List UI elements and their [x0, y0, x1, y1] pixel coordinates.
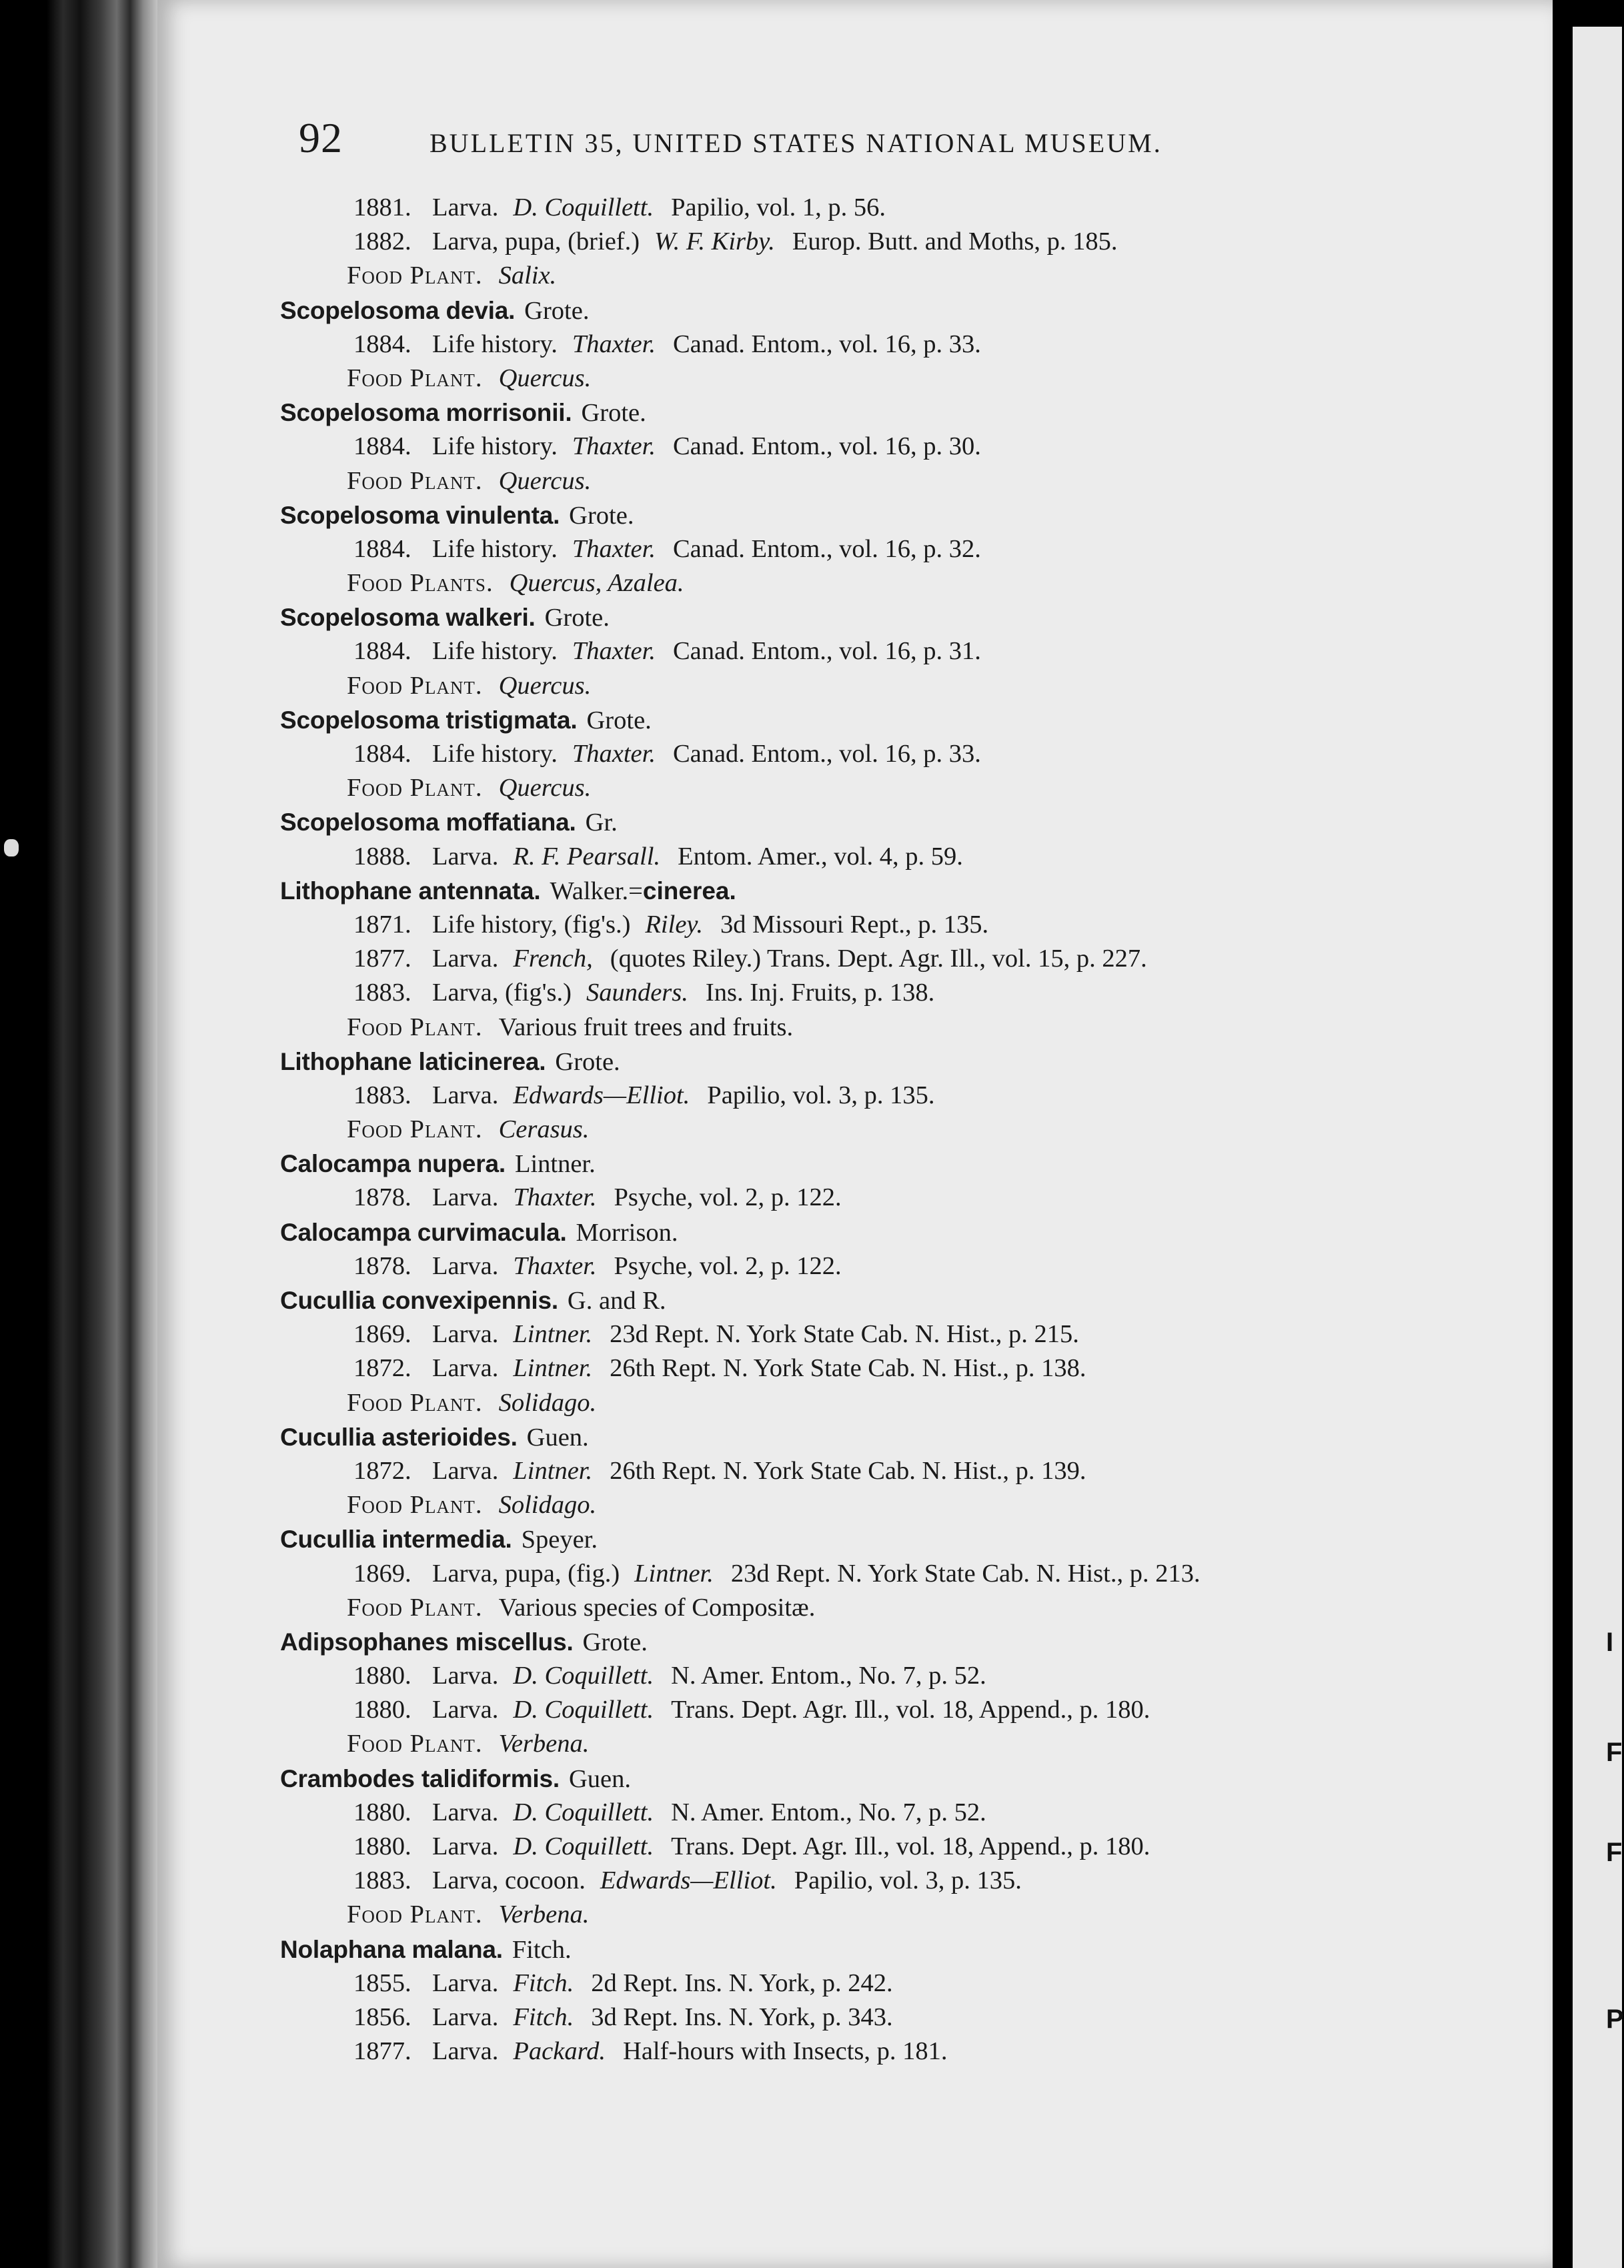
food-plant-value: Cerasus.	[498, 1115, 590, 1144]
adjacent-page-letter: F	[1606, 1738, 1623, 1767]
species-heading	[280, 1932, 1481, 1966]
species-name: Scopelosoma devia.	[280, 296, 516, 324]
species-name: Scopelosoma vinulenta.	[280, 501, 560, 529]
reference-entry	[280, 1796, 1481, 1830]
food-plant-entry	[280, 566, 1481, 600]
reference-entry	[280, 1830, 1481, 1864]
reference-entry	[280, 976, 1481, 1010]
reference-entry	[280, 430, 1481, 464]
food-plant-entry	[280, 1727, 1481, 1761]
food-plant-entry	[280, 1011, 1481, 1045]
reference-source: Entom. Amer., vol. 4, p. 59.	[678, 842, 963, 871]
species-heading	[280, 1147, 1481, 1181]
species-author: Speyer.	[521, 1526, 598, 1554]
reference-author: Lintner.	[634, 1559, 714, 1588]
species-author: Guen.	[568, 1764, 631, 1793]
reference-entry	[280, 1249, 1481, 1283]
reference-year: 1884.	[353, 330, 412, 358]
species-author: Grote.	[581, 399, 646, 428]
reference-source: Half-hours with Insects, p. 181.	[623, 2037, 948, 2066]
reference-year: 1880.	[353, 1832, 412, 1860]
reference-source: Europ. Butt. and Moths, p. 185.	[792, 227, 1118, 256]
food-plant-label: Food Plants.	[347, 569, 494, 598]
food-plant-value: Solidago.	[498, 1491, 597, 1520]
reference-description: Life history.	[432, 330, 558, 358]
reference-description: Larva, pupa, (fig.)	[432, 1559, 620, 1588]
food-plant-value: Quercus.	[498, 466, 592, 495]
species-heading	[280, 703, 1481, 737]
reference-source: (quotes Riley.) Trans. Dept. Agr. Ill., vol. 15, p. 227.	[610, 945, 1147, 973]
reference-entry	[280, 908, 1481, 942]
species-name: Scopelosoma morrisonii.	[280, 399, 572, 427]
species-name: Adipsophanes miscellus.	[280, 1628, 574, 1656]
species-name: Crambodes talidiformis.	[280, 1764, 560, 1792]
food-plant-entry	[280, 259, 1481, 293]
food-plant-label: Food Plant.	[347, 1730, 483, 1758]
reference-source: 3d Rept. Ins. N. York, p. 343.	[591, 2003, 893, 2031]
reference-entry	[280, 942, 1481, 976]
reference-year: 1872.	[353, 1354, 412, 1383]
species-author: Grote.	[524, 296, 590, 325]
species-heading	[280, 805, 1481, 839]
reference-year: 1884.	[353, 740, 412, 768]
species-name: Calocampa curvimacula.	[280, 1218, 567, 1246]
food-plant-entry	[280, 1591, 1481, 1625]
reference-source: Trans. Dept. Agr. Ill., vol. 18, Append., p. 180.	[671, 1696, 1150, 1724]
reference-entry	[280, 1966, 1481, 2001]
reference-year: 1882.	[353, 227, 412, 256]
reference-description: Larva.	[432, 945, 499, 973]
reference-author: D. Coquillett.	[513, 193, 654, 221]
reference-entry	[280, 1557, 1481, 1591]
food-plant-label: Food Plant.	[347, 466, 483, 495]
species-heading	[280, 874, 1481, 908]
species-heading	[280, 498, 1481, 532]
reference-source: Canad. Entom., vol. 16, p. 33.	[672, 330, 981, 358]
reference-description: Life history.	[432, 740, 558, 768]
species-name: Cucullia asterioides.	[280, 1423, 518, 1451]
reference-entry	[280, 191, 1481, 225]
reference-source: Papilio, vol. 3, p. 135.	[707, 1081, 935, 1109]
reference-year: 1869.	[353, 1559, 412, 1588]
species-author: G. and R.	[567, 1287, 666, 1315]
species-author: Grote.	[555, 1047, 620, 1076]
page-number: 92	[299, 114, 343, 161]
adjacent-page-edge	[1573, 27, 1622, 2268]
species-heading	[280, 1420, 1481, 1454]
reference-description: Larva.	[432, 1183, 499, 1212]
running-head	[299, 113, 1313, 160]
food-plant-value: Quercus, Azalea.	[509, 569, 684, 598]
reference-year: 1880.	[353, 1696, 412, 1724]
reference-year: 1884.	[353, 637, 412, 666]
food-plant-entry	[280, 1113, 1481, 1147]
species-name: Scopelosoma walkeri.	[280, 604, 536, 632]
species-heading	[280, 1283, 1481, 1317]
reference-author: Thaxter.	[572, 432, 656, 461]
reference-entry	[280, 2035, 1481, 2069]
reference-entry	[280, 328, 1481, 362]
species-name: Cucullia intermedia.	[280, 1526, 512, 1554]
reference-author: Thaxter.	[572, 330, 656, 358]
reference-author: Lintner.	[513, 1354, 593, 1383]
book-spine-edge	[0, 0, 167, 2268]
reference-description: Larva.	[432, 1456, 499, 1485]
reference-description: Larva.	[432, 1354, 499, 1383]
reference-source: Canad. Entom., vol. 16, p. 31.	[672, 637, 981, 666]
adjacent-page-letter: P	[1606, 2005, 1624, 2034]
reference-description: Larva.	[432, 1320, 499, 1349]
reference-year: 1856.	[353, 2003, 412, 2031]
food-plant-entry	[280, 669, 1481, 703]
reference-year: 1884.	[353, 534, 412, 563]
reference-description: Larva.	[432, 1832, 499, 1860]
food-plant-value: Verbena.	[498, 1900, 590, 1929]
reference-year: 1881.	[353, 193, 412, 221]
reference-source: Papilio, vol. 1, p. 56.	[671, 193, 886, 221]
reference-description: Larva, pupa, (brief.)	[432, 227, 640, 256]
food-plant-label: Food Plant.	[347, 774, 483, 802]
reference-year: 1883.	[353, 1866, 412, 1895]
reference-source: 26th Rept. N. York State Cab. N. Hist., p. 138.	[610, 1354, 1086, 1383]
bibliography-entries	[280, 191, 1481, 2069]
species-name: Scopelosoma tristigmata.	[280, 706, 578, 734]
reference-source: Canad. Entom., vol. 16, p. 30.	[672, 432, 981, 461]
species-heading	[280, 1762, 1481, 1796]
reference-year: 1869.	[353, 1320, 412, 1349]
reference-author: Thaxter.	[572, 637, 656, 666]
species-name: Cucullia convexipennis.	[280, 1287, 558, 1314]
reference-entry	[280, 840, 1481, 874]
species-name: Scopelosoma moffatiana.	[280, 808, 576, 836]
reference-author: Lintner.	[513, 1456, 593, 1485]
reference-year: 1878.	[353, 1251, 412, 1280]
reference-description: Larva, cocoon.	[432, 1866, 586, 1895]
reference-author: Packard.	[513, 2037, 606, 2066]
scan-artifact	[4, 839, 19, 857]
food-plant-value: Quercus.	[498, 364, 592, 392]
reference-source: 3d Missouri Rept., p. 135.	[720, 910, 989, 939]
reference-entry	[280, 532, 1481, 566]
reference-author: Saunders.	[586, 979, 688, 1007]
food-plant-entry	[280, 1488, 1481, 1522]
species-heading	[280, 600, 1481, 634]
species-name: Nolaphana malana.	[280, 1935, 503, 1963]
reference-year: 1880.	[353, 1662, 412, 1690]
species-heading	[280, 1215, 1481, 1249]
page-gap	[1553, 27, 1573, 2268]
reference-description: Larva.	[432, 1081, 499, 1109]
reference-author: D. Coquillett.	[513, 1798, 654, 1826]
reference-author: Thaxter.	[513, 1251, 597, 1280]
reference-description: Larva.	[432, 1798, 499, 1826]
reference-author: D. Coquillett.	[513, 1696, 654, 1724]
reference-source: 2d Rept. Ins. N. York, p. 242.	[591, 1968, 893, 1997]
reference-description: Larva.	[432, 1968, 499, 1997]
reference-description: Larva.	[432, 2037, 499, 2066]
reference-author: French,	[513, 945, 593, 973]
reference-description: Larva.	[432, 1662, 499, 1690]
reference-author: Fitch.	[513, 2003, 574, 2031]
reference-year: 1884.	[353, 432, 412, 461]
reference-year: 1855.	[353, 1968, 412, 1997]
reference-entry	[280, 2001, 1481, 2035]
food-plant-label: Food Plant.	[347, 1388, 483, 1417]
species-heading	[280, 1045, 1481, 1079]
reference-entry	[280, 1864, 1481, 1898]
species-author: Grote.	[582, 1628, 648, 1656]
reference-description: Life history.	[432, 534, 558, 563]
food-plant-label: Food Plant.	[347, 261, 483, 290]
reference-description: Larva.	[432, 1251, 499, 1280]
species-heading	[280, 396, 1481, 430]
reference-author: Thaxter.	[572, 740, 656, 768]
reference-author: D. Coquillett.	[513, 1832, 654, 1860]
reference-author: Thaxter.	[513, 1183, 597, 1212]
food-plant-entry	[280, 464, 1481, 498]
reference-description: Larva.	[432, 1696, 499, 1724]
reference-entry	[280, 634, 1481, 668]
species-author: Walker.=	[550, 877, 643, 905]
reference-year: 1883.	[353, 979, 412, 1007]
reference-entry	[280, 1079, 1481, 1113]
reference-source: 23d Rept. N. York State Cab. N. Hist., p. 215.	[610, 1320, 1079, 1349]
reference-source: Trans. Dept. Agr. Ill., vol. 18, Append., p. 180.	[671, 1832, 1150, 1860]
food-plant-value: Quercus.	[498, 671, 592, 700]
reference-entry	[280, 1454, 1481, 1488]
food-plant-label: Food Plant.	[347, 1593, 483, 1622]
reference-source: Psyche, vol. 2, p. 122.	[614, 1183, 842, 1212]
reference-entry	[280, 225, 1481, 259]
species-heading	[280, 1625, 1481, 1659]
adjacent-page-letter: F	[1606, 1838, 1623, 1867]
food-plant-entry	[280, 1898, 1481, 1932]
reference-source: Psyche, vol. 2, p. 122.	[614, 1251, 842, 1280]
species-author: Grote.	[569, 501, 634, 530]
food-plant-value: Solidago.	[498, 1388, 597, 1417]
reference-year: 1877.	[353, 945, 412, 973]
reference-year: 1877.	[353, 2037, 412, 2066]
reference-entry	[280, 1317, 1481, 1351]
food-plant-entry	[280, 771, 1481, 805]
reference-entry	[280, 1181, 1481, 1215]
food-plant-label: Food Plant.	[347, 1115, 483, 1144]
species-author: Gr.	[585, 808, 618, 837]
food-plant-value: Various fruit trees and fruits.	[498, 1013, 794, 1041]
reference-description: Larva.	[432, 842, 499, 871]
running-title: BULLETIN 35, UNITED STATES NATIONAL MUSEUM.	[430, 128, 1162, 158]
reference-description: Larva.	[432, 2003, 499, 2031]
reference-entry	[280, 1351, 1481, 1385]
reference-author: Fitch.	[513, 1968, 574, 1997]
reference-source: Ins. Inj. Fruits, p. 138.	[705, 979, 935, 1007]
reference-entry	[280, 737, 1481, 771]
reference-source: N. Amer. Entom., No. 7, p. 52.	[671, 1662, 986, 1690]
food-plant-label: Food Plant.	[347, 1900, 483, 1929]
reference-description: Larva, (fig's.)	[432, 979, 572, 1007]
reference-year: 1871.	[353, 910, 412, 939]
reference-author: Lintner.	[513, 1320, 593, 1349]
food-plant-entry	[280, 1386, 1481, 1420]
species-author: Grote.	[544, 604, 610, 632]
food-plant-value: Verbena.	[498, 1730, 590, 1758]
reference-author: Edwards—Elliot.	[600, 1866, 777, 1895]
reference-description: Life history.	[432, 637, 558, 666]
reference-entry	[280, 1659, 1481, 1693]
reference-year: 1872.	[353, 1456, 412, 1485]
food-plant-label: Food Plant.	[347, 1013, 483, 1041]
species-author: Fitch.	[512, 1935, 572, 1964]
adjacent-page-letter: I	[1606, 1628, 1614, 1657]
food-plant-label: Food Plant.	[347, 1491, 483, 1520]
species-author: Lintner.	[514, 1150, 596, 1179]
reference-author: R. F. Pearsall.	[513, 842, 661, 871]
reference-author: Thaxter.	[572, 534, 656, 563]
food-plant-value: Quercus.	[498, 774, 592, 802]
reference-year: 1880.	[353, 1798, 412, 1826]
species-name: Lithophane antennata.	[280, 877, 541, 905]
species-synonym: cinerea.	[642, 877, 736, 905]
food-plant-entry	[280, 362, 1481, 396]
reference-source: Canad. Entom., vol. 16, p. 33.	[672, 740, 981, 768]
reference-source: 23d Rept. N. York State Cab. N. Hist., p. 213.	[730, 1559, 1200, 1588]
reference-description: Larva.	[432, 193, 499, 221]
species-author: Guen.	[526, 1423, 589, 1452]
reference-description: Life history.	[432, 432, 558, 461]
reference-source: 26th Rept. N. York State Cab. N. Hist., p. 139.	[610, 1456, 1086, 1485]
food-plant-label: Food Plant.	[347, 364, 483, 392]
food-plant-label: Food Plant.	[347, 671, 483, 700]
species-heading	[280, 294, 1481, 328]
reference-year: 1883.	[353, 1081, 412, 1109]
reference-source: Papilio, vol. 3, p. 135.	[794, 1866, 1022, 1895]
reference-year: 1888.	[353, 842, 412, 871]
reference-source: Canad. Entom., vol. 16, p. 32.	[672, 534, 981, 563]
species-author: Grote.	[586, 706, 652, 734]
species-heading	[280, 1522, 1481, 1556]
reference-source: N. Amer. Entom., No. 7, p. 52.	[671, 1798, 986, 1826]
species-name: Lithophane laticinerea.	[280, 1047, 546, 1075]
reference-author: W. F. Kirby.	[654, 227, 775, 256]
reference-author: D. Coquillett.	[513, 1662, 654, 1690]
reference-year: 1878.	[353, 1183, 412, 1212]
food-plant-value: Various species of Compositæ.	[498, 1593, 816, 1622]
reference-entry	[280, 1693, 1481, 1727]
reference-author: Riley.	[645, 910, 703, 939]
species-name: Calocampa nupera.	[280, 1150, 506, 1178]
reference-description: Life history, (fig's.)	[432, 910, 631, 939]
species-author: Morrison.	[576, 1218, 678, 1247]
food-plant-value: Salix.	[498, 261, 557, 290]
reference-author: Edwards—Elliot.	[513, 1081, 690, 1109]
